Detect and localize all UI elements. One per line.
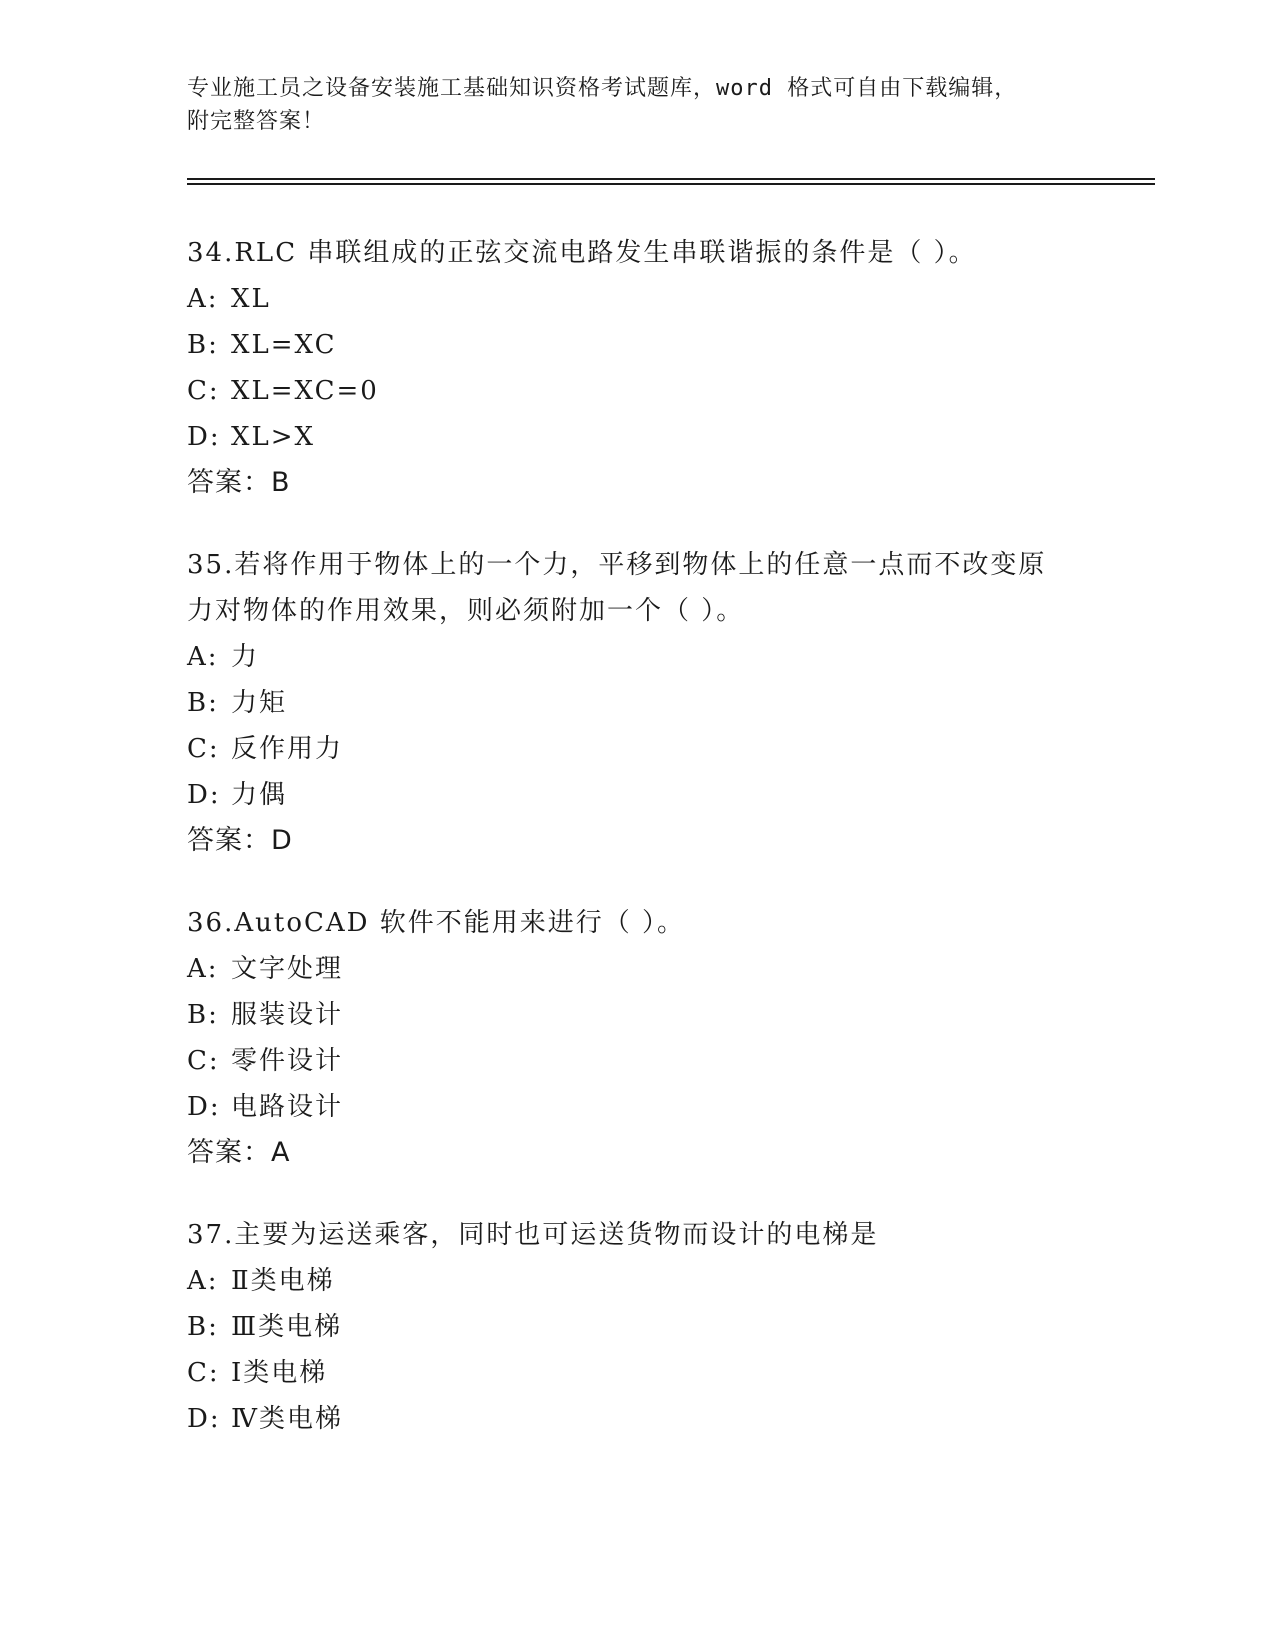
option-text: 反作用力 <box>231 734 344 764</box>
document-header <box>187 72 1087 138</box>
option-letter: B: <box>187 330 219 360</box>
option-text: 力 <box>231 642 260 672</box>
option-text: XL <box>231 284 271 314</box>
option-letter: B: <box>187 1000 219 1030</box>
option-letter: A: <box>187 1266 219 1296</box>
question-line: RLC 串联组成的正弦交流电路发生串联谐振的条件是（ ）。 <box>234 238 977 268</box>
option-text: Ⅰ类电梯 <box>231 1358 328 1388</box>
option-c <box>187 726 1137 772</box>
option-a <box>187 634 1137 680</box>
option-letter: D: <box>187 422 221 452</box>
question-text <box>187 900 1137 946</box>
question-line: 若将作用于物体上的一个力，平移到物体上的任意一点而不改变原 <box>234 550 1047 580</box>
option-text: 电路设计 <box>231 1092 344 1122</box>
answer: 答案：A <box>187 1137 291 1168</box>
question-line: AutoCAD 软件不能用来进行（ ）。 <box>234 908 686 938</box>
option-d <box>187 772 1137 818</box>
answer: 答案：D <box>187 825 293 856</box>
option-a <box>187 276 1137 322</box>
question-number: 37. <box>187 1220 235 1250</box>
option-text: Ⅱ类电梯 <box>231 1266 335 1296</box>
option-b <box>187 992 1137 1038</box>
option-c <box>187 1350 1137 1396</box>
option-c <box>187 368 1137 414</box>
option-letter: C: <box>187 1358 220 1388</box>
option-text: 力偶 <box>231 780 288 810</box>
question-37 <box>187 1212 1137 1442</box>
option-letter: B: <box>187 1312 219 1342</box>
header-divider-bottom <box>187 183 1155 185</box>
option-letter: C: <box>187 376 220 406</box>
option-text: XL>X <box>231 422 316 452</box>
option-c <box>187 1038 1137 1084</box>
option-letter: A: <box>187 954 219 984</box>
header-line-1: 专业施工员之设备安装施工基础知识资格考试题库，word 格式可自由下载编辑， <box>187 76 1018 101</box>
option-b <box>187 1304 1137 1350</box>
question-35 <box>187 542 1137 864</box>
option-text: XL=XC <box>231 330 337 360</box>
option-b <box>187 680 1137 726</box>
option-letter: A: <box>187 284 219 314</box>
option-letter: D: <box>187 1092 221 1122</box>
answer: 答案：B <box>187 467 291 498</box>
option-letter: C: <box>187 734 220 764</box>
option-b <box>187 322 1137 368</box>
question-number: 36. <box>187 908 235 938</box>
option-text: XL=XC=0 <box>231 376 379 406</box>
option-d <box>187 1084 1137 1130</box>
question-text-continued: 力对物体的作用效果，则必须附加一个（ ）。 <box>187 596 745 626</box>
option-text: 零件设计 <box>231 1046 344 1076</box>
option-text: Ⅲ类电梯 <box>231 1312 343 1342</box>
question-34 <box>187 230 1137 506</box>
option-letter: C: <box>187 1046 220 1076</box>
question-36 <box>187 900 1137 1176</box>
question-number: 34. <box>187 238 235 268</box>
option-d <box>187 414 1137 460</box>
option-d <box>187 1396 1137 1442</box>
option-letter: D: <box>187 780 221 810</box>
option-letter: B: <box>187 688 219 718</box>
question-text <box>187 230 1137 276</box>
question-number: 35. <box>187 550 235 580</box>
question-text <box>187 1212 1137 1258</box>
option-letter: A: <box>187 642 219 672</box>
option-letter: D: <box>187 1404 221 1434</box>
option-a <box>187 1258 1137 1304</box>
option-text: 服装设计 <box>231 1000 344 1030</box>
option-text: Ⅳ类电梯 <box>231 1404 343 1434</box>
option-a <box>187 946 1137 992</box>
option-text: 文字处理 <box>231 954 344 984</box>
header-divider-top <box>187 178 1155 180</box>
header-line-2: 附完整答案！ <box>187 109 326 134</box>
option-text: 力矩 <box>231 688 288 718</box>
question-text <box>187 542 1137 588</box>
question-line: 主要为运送乘客，同时也可运送货物而设计的电梯是 <box>234 1220 879 1250</box>
